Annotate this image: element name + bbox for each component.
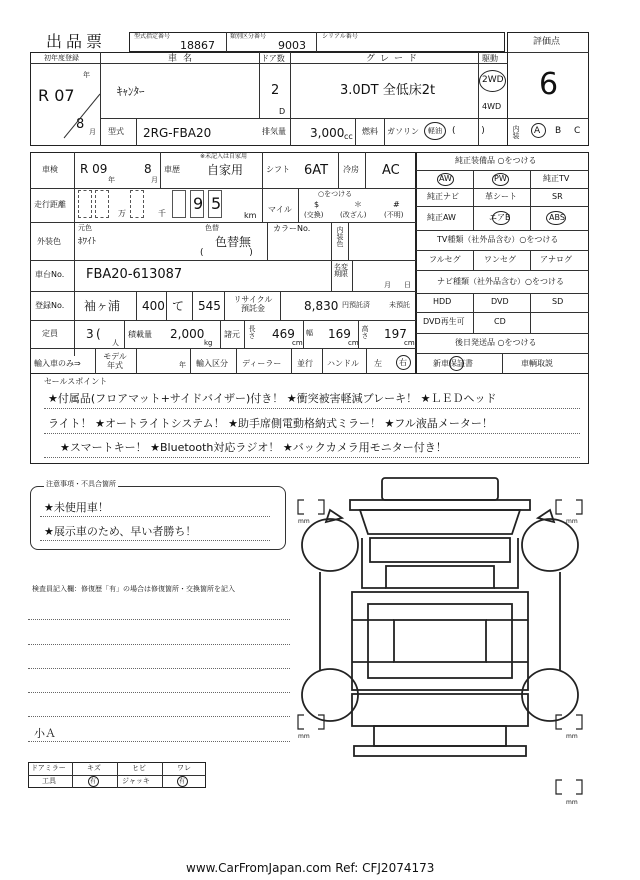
drive-2wd: 2WD <box>482 75 504 85</box>
usage-label: 車歴 <box>164 165 180 174</box>
length-label: 長さ <box>248 325 256 339</box>
orig-color-value: ﾎﾜｲﾄ <box>78 237 97 247</box>
color-change-value: 色替無 <box>215 235 252 249</box>
vehicle-diagram <box>290 470 590 810</box>
car-name-label: 車名 <box>168 54 199 64</box>
tv-oneseg: ワンセグ <box>484 255 516 264</box>
reg-area: 袖ヶ浦 <box>84 299 121 313</box>
usage-note: ※未記入は自家用 <box>200 153 248 160</box>
interior-color-label: 内装色 <box>336 226 344 247</box>
doors-label: ドア数 <box>261 54 285 63</box>
mm-front-right: mm <box>566 518 578 525</box>
later-warranty: 新車保証書 <box>433 359 473 368</box>
mm-rear-left: mm <box>298 733 310 740</box>
inspector-note: 小Ａ <box>34 727 56 740</box>
length-cm: cm <box>292 339 303 347</box>
width-value: 169 <box>328 327 351 341</box>
navi-dvd-play: DVD再生可 <box>423 317 465 326</box>
color-change-label: 色替 <box>205 224 219 232</box>
name-change-label: 名変期限 <box>334 263 348 278</box>
footer-ref: www.CarFromJapan.com Ref: CFJ2074173 <box>186 861 435 875</box>
later-manual: 車輌取説 <box>521 359 553 368</box>
displacement-label: 排気量 <box>262 127 286 136</box>
type-cert-value: 18867 <box>180 39 215 52</box>
shift-value: 6AT <box>304 163 329 178</box>
sales-line-3: ★スマートキー！ ★Bluetooth対応ラジオ！ ★バックカメラ用モニター付き！ <box>60 441 447 454</box>
reg-number: 545 <box>198 299 221 313</box>
cc-unit: cc <box>344 132 353 141</box>
handle-left: 左 <box>374 359 382 368</box>
height-label: 高さ <box>361 325 369 339</box>
type-cert-label: 型式指定番号 <box>134 33 171 40</box>
handle-right: 右 <box>399 358 407 367</box>
shaken-month: 8 <box>144 162 152 176</box>
recycle-value: 8,830 <box>304 299 339 313</box>
interior-c: C <box>574 126 581 136</box>
score-value: 6 <box>539 67 559 102</box>
sheet-title: 出品票 <box>46 32 107 51</box>
reg-class: 400 <box>142 299 165 313</box>
fuel-label: 燃料 <box>362 127 378 136</box>
equip-navi: 純正ナビ <box>427 192 459 201</box>
width-label: 幅 <box>306 329 313 337</box>
load-label: 積載量 <box>128 330 152 339</box>
usage-value: 自家用 <box>207 163 244 177</box>
reg-label: 登録No. <box>35 301 65 310</box>
tv-analog: アナログ <box>540 255 572 264</box>
legend-doormirror: ドアミラー <box>31 764 66 772</box>
first-reg-era: R 07 <box>38 86 75 105</box>
reg-kana: て <box>172 299 185 313</box>
navi-hdd: HDD <box>433 297 452 306</box>
mileage-digit-2: 5 <box>211 194 222 213</box>
navi-dvd: DVD <box>491 297 509 306</box>
chassis-value: FBA20-613087 <box>86 267 183 282</box>
height-value: 197 <box>384 327 407 341</box>
legend-break: ワレ <box>177 764 191 772</box>
capacity-label: 定員 <box>42 329 58 338</box>
model-label: 型式 <box>108 127 124 136</box>
category-value: 9003 <box>278 39 306 52</box>
meter-opt1b: (交換) <box>304 211 324 219</box>
meter-opt3b: (不明) <box>384 211 404 219</box>
equip-leather: 革シート <box>485 192 517 201</box>
km-unit: km <box>244 211 257 220</box>
legend-scratch: キズ <box>87 764 101 772</box>
outer-color-label: 外装色 <box>37 237 61 246</box>
equip-pw: PW <box>494 174 507 183</box>
shaken-label: 車検 <box>42 165 58 174</box>
legend-tools: 工具 <box>42 777 56 785</box>
equip-sr: SR <box>552 192 563 201</box>
car-name-value: ｷｬﾝﾀｰ <box>117 85 145 98</box>
handle-label: ハンドル <box>327 359 359 368</box>
category-label: 類別区分番号 <box>230 33 267 40</box>
interior-a: A <box>534 126 541 136</box>
std-equip-label: 純正装備品 ○をつける <box>455 156 537 165</box>
meter-opt2a: ＊ <box>354 200 362 209</box>
mm-front-left: mm <box>298 518 310 525</box>
notes-line-2: ★展示車のため、早い者勝ち！ <box>44 525 197 538</box>
color-no-label: カラーNo. <box>273 224 311 233</box>
ac-value: AC <box>382 163 400 178</box>
import-year-unit: 年 <box>179 361 186 369</box>
legend-jack-have: 有 <box>179 778 186 785</box>
man-unit: 万 <box>118 209 126 218</box>
inspector-label: 検査員記入欄：修復歴「有」の場合は修復箇所・交換箇所を記入 <box>32 585 235 593</box>
navi-sd: SD <box>552 297 564 306</box>
serial-label: シリアル番号 <box>322 33 358 40</box>
length-value: 469 <box>272 327 295 341</box>
mm-rear-right: mm <box>566 733 578 740</box>
sen-unit: 千 <box>158 209 166 218</box>
year-unit: 年 <box>83 71 90 79</box>
import-label: 輸入車のみ⇒ <box>34 359 81 368</box>
ac-label: 冷房 <box>343 165 359 174</box>
doors-value: 2 <box>271 83 280 98</box>
load-value: 2,000 <box>170 327 205 341</box>
model-year-label: モデル年式 <box>103 352 127 370</box>
name-change-month: 月 <box>384 281 391 289</box>
notes-line-1: ★未使用車！ <box>44 501 109 514</box>
chassis-label: 車台No. <box>35 270 65 279</box>
navi-cd: CD <box>494 317 506 326</box>
model-value: 2RG-FBA20 <box>143 126 212 140</box>
tv-label: TV種類（社外品含む）○をつける <box>437 235 559 244</box>
drive-4wd: 4WD <box>482 102 502 111</box>
import-type-label: 輸入区分 <box>196 359 228 368</box>
interior-b: B <box>555 126 562 136</box>
meter-label: マイル <box>268 205 292 214</box>
legend-tools-have: 有 <box>90 778 97 785</box>
orig-color-label: 元色 <box>78 224 92 232</box>
month-unit: 月 <box>89 128 96 136</box>
shaken-year-unit: 年 <box>108 176 115 184</box>
dealer-label: ディーラー <box>242 359 282 368</box>
legend-jack: ジャッキ <box>122 777 150 785</box>
capacity-unit: 人 <box>112 339 119 347</box>
notes-label: 注意事項・不具合箇所 <box>46 480 116 488</box>
recycle-unit: 円預託済 <box>342 301 370 309</box>
displacement-value: 3,000 <box>310 126 345 140</box>
score-label: 評価点 <box>533 37 561 47</box>
width-cm: cm <box>348 339 359 347</box>
equip-tv: 純正TV <box>543 174 570 183</box>
fuel-gasoline: ガソリン <box>387 127 419 136</box>
drive-label: 駆動 <box>482 54 498 63</box>
navi-label: ナビ種類（社外品含む）○をつける <box>437 277 564 286</box>
height-cm: cm <box>404 339 415 347</box>
fuel-diesel: 軽油 <box>428 127 442 135</box>
first-reg-month: 8 <box>76 117 85 132</box>
equip-abs: ABS <box>549 213 565 222</box>
first-reg-label: 初年度登録 <box>44 54 79 62</box>
meter-opt3a: # <box>393 200 400 209</box>
mileage-circle-label: ○をつける <box>318 190 353 198</box>
sales-line-1: ★付属品(フロアマット+サイドバイザー)付き！ ★衝突被害軽減ブレーキ！ ★ＬＥＤヘッド <box>48 392 497 405</box>
interior-label: 内装 <box>512 125 520 139</box>
parallel-label: 並行 <box>297 359 313 368</box>
sales-line-2: ライト！ ★オートライトシステム！ ★助手席側電動格納式ミラー！ ★フル液晶メーター！ <box>48 417 493 430</box>
recycle-label: リサイクル預託金 <box>233 295 273 313</box>
meter-opt1a: $ <box>314 200 320 209</box>
legend-crack: ヒビ <box>132 764 146 772</box>
grade-value: 3.0DT 全低床2t <box>340 83 436 98</box>
sales-label: セールスポイント <box>44 377 108 386</box>
dim-label: 諸元 <box>224 330 240 339</box>
equip-airbag: エアB <box>489 213 511 222</box>
mileage-digit-1: 9 <box>193 194 204 213</box>
tv-fullseg: フルセグ <box>429 255 461 264</box>
capacity-value: 3 <box>86 327 94 341</box>
equip-aw: AW <box>439 174 452 183</box>
mm-spare: mm <box>566 799 578 806</box>
recycle-other: 未預託 <box>389 301 410 309</box>
shift-label: シフト <box>266 165 290 174</box>
shaken-month-unit: 月 <box>151 176 158 184</box>
mileage-label: 走行距離 <box>34 200 66 209</box>
doors-suffix: D <box>279 107 286 116</box>
shaken-value: R 09 <box>80 162 108 176</box>
load-unit: kg <box>204 339 213 347</box>
meter-opt2b: (改ざん) <box>340 211 367 219</box>
later-label: 後日発送品 ○をつける <box>455 338 537 347</box>
equip-std-aw: 純正AW <box>427 213 456 222</box>
grade-label: グレード <box>366 54 423 64</box>
